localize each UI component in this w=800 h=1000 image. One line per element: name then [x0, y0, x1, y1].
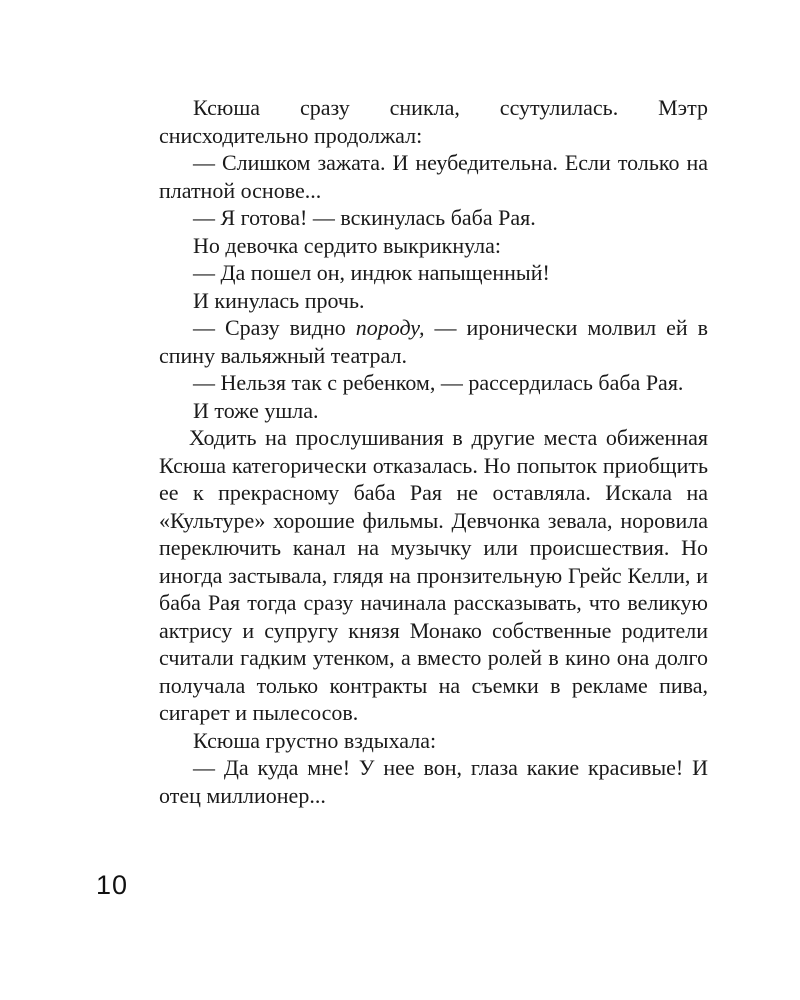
paragraph-4: Но девочка сердито выкрикнула: — [193, 232, 501, 258]
paragraph-9: И тоже ушла. — [193, 397, 319, 423]
paragraph-5: — Да пошел он, индюк напыщенный! — [193, 260, 550, 285]
paragraph-7-emphasis: породу, — [355, 315, 425, 340]
paragraph-3: — Я готова! — вскинулась баба Рая. — [193, 205, 536, 230]
paragraph-1: Ксюша сразу сникла, ссутулилась. Мэтр снисходительно продолжал: — [159, 95, 708, 148]
paragraph-10: Ходить на прослушивания в другие места обиженная Ксюша категорически отказалась. Но попыток приобщить ее к прекрасному баба Рая не оставляла. Искала на «Культуре» хорошие фильмы. Девчонка зевала, норовила переключить канал на музычку или происшествия. Но иногда застывала, глядя на пронзительную Грейс Келли, и баба Рая тогда сразу начинала рассказывать, что великую актрису и супругу князя Монако собственные родители считали гадким утенком, а вместо ролей в кино она долго получала только контракты на съемки в рекламе пива, сигарет и пылесосов. — [159, 425, 708, 725]
paragraph-6: И кинулась прочь. — [193, 287, 365, 313]
page-number: 10 — [96, 870, 129, 900]
paragraph-11: Ксюша грустно вздыхала: — [193, 727, 437, 753]
paragraph-2: — Слишком зажата. И неубедительна. Если только на платной основе... — [159, 150, 708, 203]
paragraph-8: — Нельзя так с ребенком, — рассердилась баба Рая. — [193, 370, 684, 395]
paragraph-7-after: — иронически молвил ей в спину вальяжный театрал. — [159, 315, 708, 368]
paragraph-7 — [159, 314, 708, 369]
page-body — [159, 94, 708, 809]
paragraph-7-before: — Сразу видно — [193, 315, 356, 340]
paragraph-12: — Да куда мне! У нее вон, глаза какие красивые! И отец миллионер... — [159, 755, 708, 808]
